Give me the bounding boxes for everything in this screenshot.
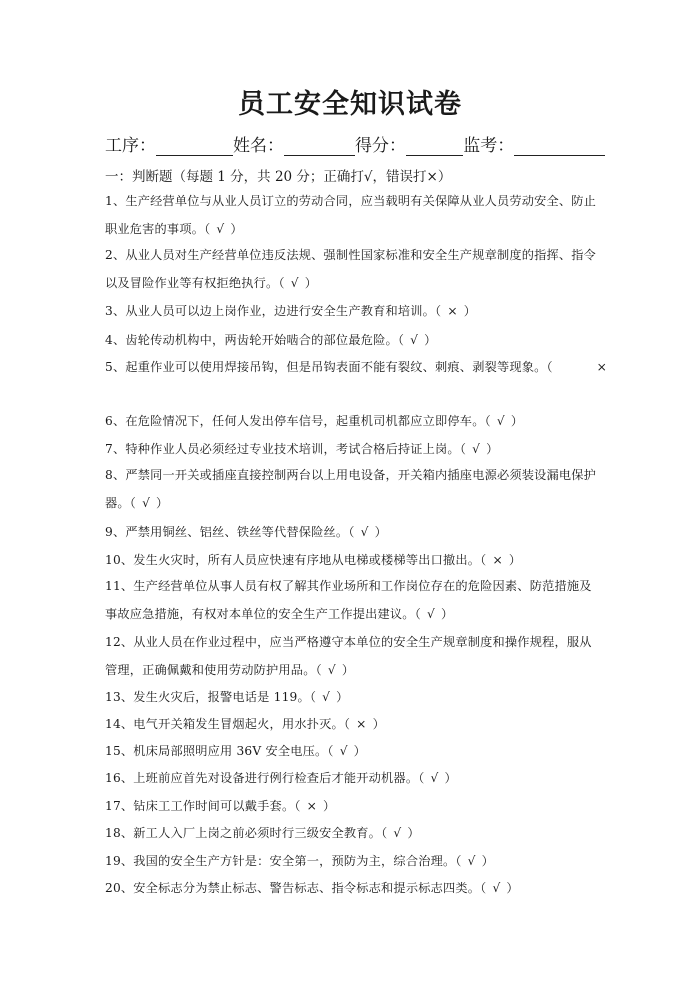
question-17 <box>105 792 605 820</box>
answer-mark: √ <box>216 222 225 236</box>
answer-mark: × <box>492 553 503 567</box>
answer-mark: √ <box>467 854 476 868</box>
question-text: 9、严禁用铜丝、铝丝、铁丝等代替保险丝。（ <box>105 525 355 539</box>
question-text: 8、严禁同一开关或插座直接控制两台以上用电设备，开关箱内插座电源必须装设漏电保护 <box>105 468 597 482</box>
question-text: 7、特种作业人员必须经过专业技术培训，考试合格后持证上岗。（ <box>105 442 467 456</box>
question-text: 10、发生火灾时，所有人员应快速有序地从电梯或楼梯等出口撤出。（ <box>105 553 487 567</box>
answer-close: ） <box>508 553 522 567</box>
answer-mark: √ <box>322 690 331 704</box>
question-10 <box>105 546 605 574</box>
answer-mark: × <box>596 360 607 374</box>
answer-mark: √ <box>290 276 299 290</box>
answer-mark: × <box>356 717 367 731</box>
score-field[interactable] <box>406 137 463 156</box>
answer-close: ） <box>372 717 385 731</box>
question-text: 3、从业人员可以边上岗作业，边进行安全生产教育和培训。（ <box>105 304 442 318</box>
question-text: 2、从业人员对生产经营单位违反法规、强制性国家标准和安全生产规章制度的指挥、指令 <box>105 248 597 262</box>
answer-close: ） <box>230 222 243 236</box>
answer-mark: √ <box>327 663 336 677</box>
question-4 <box>105 326 605 354</box>
proctor-label: 监考： <box>463 136 515 156</box>
question-text-continued <box>105 215 605 243</box>
process-label: 工序： <box>105 136 156 156</box>
question-7 <box>105 435 605 463</box>
answer-close: ） <box>440 607 454 621</box>
question-text: 14、电气开关箱发生冒烟起火，用水扑灭。（ <box>105 717 351 731</box>
question-text-line2: 器。（ <box>105 496 137 510</box>
question-text: 12、从业人员在作业过程中，应当严格遵守本单位的安全生产规章制度和操作规程，服从 <box>105 635 592 649</box>
answer-close: ） <box>336 690 349 704</box>
question-text: 5、起重作业可以使用焊接吊钩，但是吊钩表面不能有裂纹、刺痕、剥裂等现象。（ <box>105 360 553 374</box>
question-16 <box>105 764 605 792</box>
question-20 <box>105 874 605 902</box>
question-text-line2: 事故应急措施，有权对本单位的安全生产工作提出建议。（ <box>105 607 421 621</box>
question-12 <box>105 628 605 684</box>
answer-mark: √ <box>339 744 348 758</box>
proctor-field[interactable] <box>514 137 605 156</box>
question-text: 17、钻床工工作时间可以戴手套。（ <box>105 799 301 813</box>
answer-close: ） <box>463 304 477 318</box>
answer-mark: √ <box>472 442 481 456</box>
question-text-continued <box>105 656 605 684</box>
process-field[interactable] <box>156 137 233 156</box>
section-heading: 一：判断题（每题 1 分，共 20 分；正确打√，错误打×） <box>105 169 452 185</box>
answer-mark: × <box>306 799 318 813</box>
page-title: 员工安全知识试卷 <box>238 89 462 120</box>
answer-mark: √ <box>496 414 505 428</box>
question-9 <box>105 518 605 546</box>
question-3 <box>105 297 605 325</box>
question-text: 1、生产经营单位与从业人员订立的劳动合同，应当载明有关保障从业人员劳动安全、防止 <box>105 194 597 208</box>
question-text: 20、安全标志分为禁止标志、警告标志、指令标志和提示标志四类。（ <box>105 881 487 895</box>
name-field[interactable] <box>284 137 355 156</box>
exam-header-fields <box>105 130 605 156</box>
answer-close: ） <box>444 771 457 785</box>
answer-mark: √ <box>492 881 501 895</box>
answer-mark: × <box>447 304 458 318</box>
answer-close: ） <box>323 799 336 813</box>
question-text: 18、新工人入厂上岗之前必须时行三级安全教育。（ <box>105 826 388 840</box>
question-11 <box>105 572 605 628</box>
question-text-continued <box>105 600 605 628</box>
question-19 <box>105 847 605 875</box>
answer-mark: √ <box>393 826 402 840</box>
question-text: 19、我国的安全生产方针是：安全第一，预防为主，综合治理。（ <box>105 854 462 868</box>
question-text-continued <box>105 489 605 517</box>
question-14 <box>105 710 605 738</box>
answer-close: ） <box>156 496 169 510</box>
question-text: 6、在危险情况下，任何人发出停车信号，起重机司机都应立即停车。（ <box>105 414 491 428</box>
answer-close: ） <box>424 333 437 347</box>
answer-mark: √ <box>410 333 419 347</box>
name-label: 姓名： <box>232 136 284 156</box>
answer-close: ） <box>486 442 499 456</box>
question-15 <box>105 737 605 765</box>
question-text-line2: 职业危害的事项。（ <box>105 222 211 236</box>
question-text-line2: 管理，正确佩戴和使用劳动防护用品。（ <box>105 663 322 677</box>
answer-close: ） <box>506 881 519 895</box>
question-text-continued <box>105 269 605 297</box>
question-text: 16、上班前应首先对设备进行例行检查后才能开动机器。（ <box>105 771 425 785</box>
answer-close: ） <box>341 663 355 677</box>
question-text: 11、生产经营单位从事人员有权了解其作业场所和工作岗位存在的危险因素、防范措施及 <box>105 579 592 593</box>
score-label: 得分： <box>355 136 406 156</box>
answer-mark: √ <box>360 525 369 539</box>
question-text: 15、机床局部照明应用 36V 安全电压。（ <box>105 744 334 758</box>
question-18 <box>105 819 605 847</box>
question-text: 4、齿轮传动机构中，两齿轮开始啮合的部位最危险。（ <box>105 333 405 347</box>
question-13 <box>105 683 605 711</box>
question-text-line2: 以及冒险作业等有权拒绝执行。（ <box>105 276 285 290</box>
question-2 <box>105 241 605 297</box>
answer-mark: √ <box>142 496 151 510</box>
answer-close: ） <box>510 414 524 428</box>
answer-mark: √ <box>430 771 439 785</box>
question-6 <box>105 407 605 435</box>
answer-close: ） <box>374 525 387 539</box>
answer-close: ） <box>481 854 495 868</box>
answer-close: ） <box>304 276 318 290</box>
question-text: 13、发生火灾后，报警电话是 119。（ <box>105 690 317 704</box>
question-1 <box>105 187 605 243</box>
question-5 <box>105 353 605 381</box>
answer-mark: √ <box>426 607 435 621</box>
answer-close: ） <box>407 826 420 840</box>
answer-close: ） <box>353 744 367 758</box>
question-8 <box>105 461 605 517</box>
